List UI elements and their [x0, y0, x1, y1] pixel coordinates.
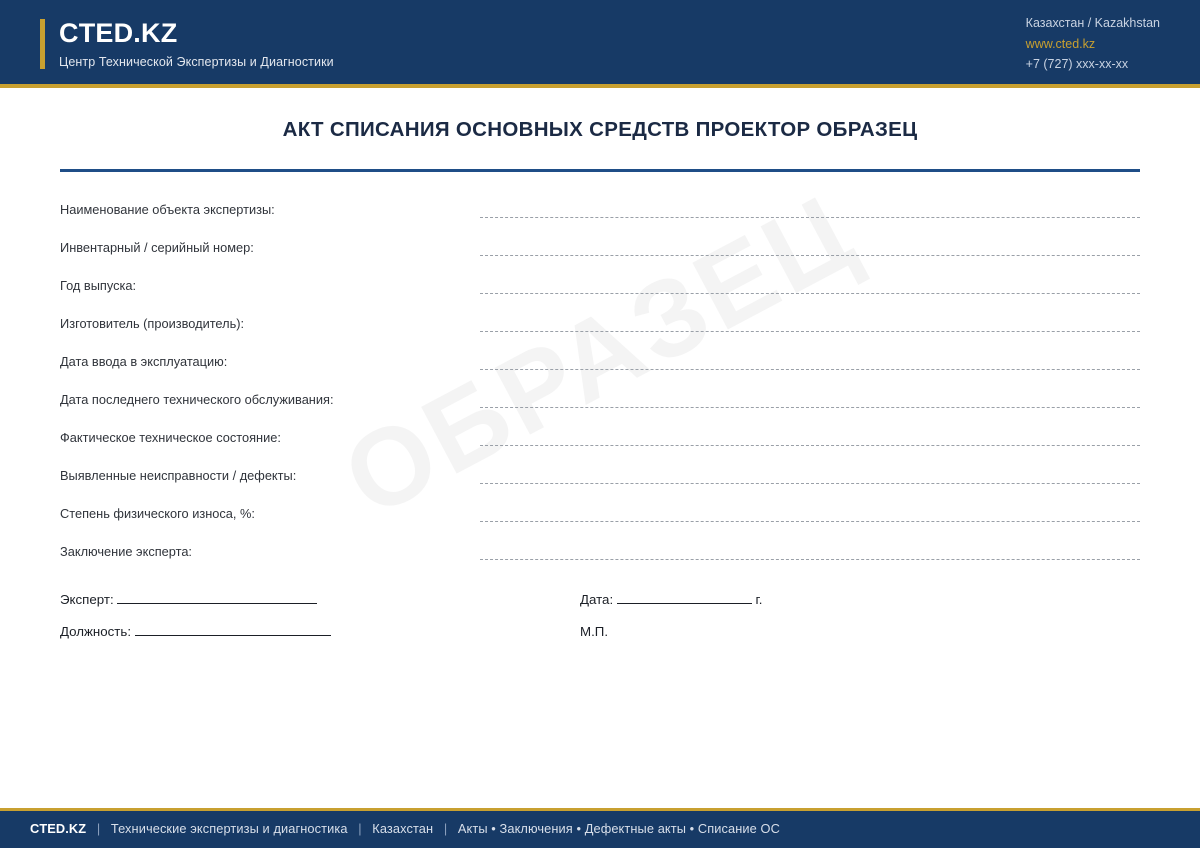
expert-signature-field [60, 592, 580, 607]
field-label: Дата ввода в эксплуатацию: [60, 354, 228, 369]
field-input-line[interactable] [480, 368, 1140, 370]
field-label: Инвентарный / серийный номер: [60, 240, 254, 255]
field-label: Фактическое техническое состояние: [60, 430, 281, 445]
field-row [60, 376, 1140, 414]
field-input-line[interactable] [480, 558, 1140, 560]
page-footer [0, 808, 1200, 848]
stamp-label: М.П. [580, 624, 609, 639]
page-header [0, 0, 1200, 88]
footer-services: Технические экспертизы и диагностика [110, 820, 348, 836]
field-input-line[interactable] [480, 216, 1140, 218]
field-label: Выявленные неисправности / дефекты: [60, 468, 297, 483]
footer-separator: | [358, 820, 362, 836]
brand-accent-bar [40, 19, 45, 69]
field-row [60, 300, 1140, 338]
field-input-line[interactable] [480, 330, 1140, 332]
field-input-line[interactable] [480, 520, 1140, 522]
date-suffix: г. [755, 592, 763, 607]
expert-label: Эксперт: [60, 592, 114, 607]
field-row [60, 262, 1140, 300]
header-website-link[interactable]: www.cted.kz [1025, 36, 1096, 51]
footer-brand: CTED.KZ [30, 820, 87, 836]
field-row [60, 186, 1140, 224]
footer-region: Казахстан [372, 820, 434, 836]
header-country: Казахстан / Kazakhstan [1025, 16, 1160, 31]
footer-separator: | [443, 820, 448, 836]
field-row [60, 490, 1140, 528]
field-input-line[interactable] [480, 406, 1140, 408]
brand-block [40, 19, 334, 69]
field-label: Заключение эксперта: [60, 544, 192, 559]
signature-block [60, 592, 1140, 656]
position-label: Должность: [60, 624, 132, 639]
header-gold-rule [0, 84, 1200, 88]
position-input-line[interactable] [135, 635, 331, 636]
field-input-line[interactable] [480, 292, 1140, 294]
fields-list [60, 172, 1140, 566]
field-label: Степень физического износа, %: [60, 506, 255, 521]
footer-doc-types: Акты • Заключения • Дефектные акты • Списание ОС [457, 820, 780, 836]
field-label: Наименование объекта экспертизы: [60, 202, 275, 217]
brand-title: CTED.KZ [59, 18, 178, 49]
page-title: АКТ СПИСАНИЯ ОСНОВНЫХ СРЕДСТВ ПРОЕКТОР ОБРАЗЕЦ [282, 118, 918, 141]
field-row [60, 338, 1140, 376]
signature-row-position [60, 624, 1140, 656]
footer-gold-rule [0, 808, 1200, 811]
field-input-line[interactable] [480, 254, 1140, 256]
field-row [60, 224, 1140, 262]
signature-row-expert [60, 592, 1140, 624]
date-input-line[interactable] [617, 603, 752, 604]
header-contact-block [1026, 13, 1160, 75]
field-label: Дата последнего технического обслуживания: [60, 392, 334, 407]
position-field [60, 624, 580, 639]
date-label: Дата: [580, 592, 614, 607]
date-field [580, 592, 762, 607]
footer-content [30, 821, 780, 836]
field-row [60, 414, 1140, 452]
header-phone: +7 (727) xxx-xx-xx [1025, 57, 1129, 72]
brand-texts [59, 19, 334, 69]
brand-subtitle: Центр Технической Экспертизы и Диагностики [59, 54, 334, 69]
field-label: Изготовитель (производитель): [60, 316, 245, 331]
expert-signature-line[interactable] [117, 603, 317, 604]
footer-separator: | [96, 820, 101, 836]
field-input-line[interactable] [480, 444, 1140, 446]
field-label: Год выпуска: [60, 278, 137, 293]
field-row [60, 528, 1140, 566]
field-input-line[interactable] [480, 482, 1140, 484]
field-row [60, 452, 1140, 490]
